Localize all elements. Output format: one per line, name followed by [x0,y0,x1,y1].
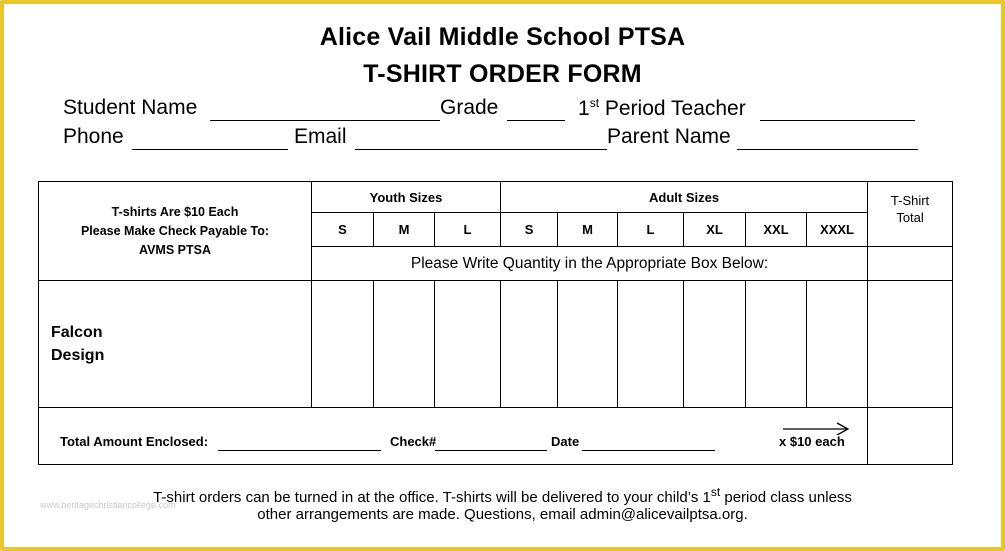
adult-size-l: L [618,213,684,247]
footer-line-1: T-shirt orders can be turned in at the office. T-shirts will be delivered to your child’s 1st period class unless [153,485,852,506]
adult-sizes-header: Adult Sizes [501,182,868,213]
date-label: Date [551,434,580,449]
adult-size-xxxl: XXXL [807,213,868,247]
total-header-spacer [868,247,953,281]
watermark: www.heritagechristiancollege.com [40,500,176,510]
check-label: Check# [390,434,437,449]
adult-size-m: M [558,213,618,247]
tshirt-total-header: T-Shirt Total [868,182,953,247]
phone-label: Phone [63,125,124,148]
date-blank[interactable] [582,450,715,451]
grade-blank[interactable] [507,120,565,121]
qty-adult-xxxl[interactable] [807,281,868,408]
email-blank[interactable] [355,149,607,150]
phone-blank[interactable] [132,149,288,150]
grand-total-cell[interactable] [868,408,953,465]
check-blank[interactable] [435,450,547,451]
parent-name-label: Parent Name [607,125,731,148]
grade-label: Grade [440,96,499,119]
student-name-blank[interactable] [210,120,440,121]
youth-size-l: L [435,213,501,247]
qty-youth-s[interactable] [312,281,374,408]
payment-row [39,408,868,465]
adult-size-xl: XL [684,213,746,247]
qty-adult-s[interactable] [501,281,558,408]
youth-size-s: S [312,213,374,247]
quantity-instructions: Please Write Quantity in the Appropriate Box Below: [312,247,868,281]
parent-name-blank[interactable] [737,149,918,150]
order-table [38,181,953,465]
pricing-info: T-shirts Are $10 Each Please Make Check Payable To: AVMS PTSA [39,182,312,281]
form-title: T-SHIRT ORDER FORM [363,60,642,88]
footer-line-2: other arrangements are made. Questions, email admin@alicevailptsa.org. [257,506,748,523]
qty-youth-l[interactable] [435,281,501,408]
arrow-right-icon [781,421,851,435]
tshirt-total-cell[interactable] [868,281,953,408]
student-name-label: Student Name [63,96,198,119]
qty-adult-l[interactable] [618,281,684,408]
total-amount-blank[interactable] [218,450,381,451]
qty-adult-m[interactable] [558,281,618,408]
price-each-label: x $10 each [779,434,845,449]
school-title: Alice Vail Middle School PTSA [319,23,686,51]
qty-adult-xl[interactable] [684,281,746,408]
youth-sizes-header: Youth Sizes [312,182,501,213]
qty-youth-m[interactable] [374,281,435,408]
youth-size-m: M [374,213,435,247]
adult-size-xxl: XXL [746,213,807,247]
adult-size-s: S [501,213,558,247]
qty-adult-xxl[interactable] [746,281,807,408]
total-amount-label: Total Amount Enclosed: [60,434,209,449]
email-label: Email [294,125,347,148]
teacher-label: 1st Period Teacher [578,96,746,120]
teacher-blank[interactable] [760,120,915,121]
falcon-design-label: Falcon Design [39,281,312,408]
